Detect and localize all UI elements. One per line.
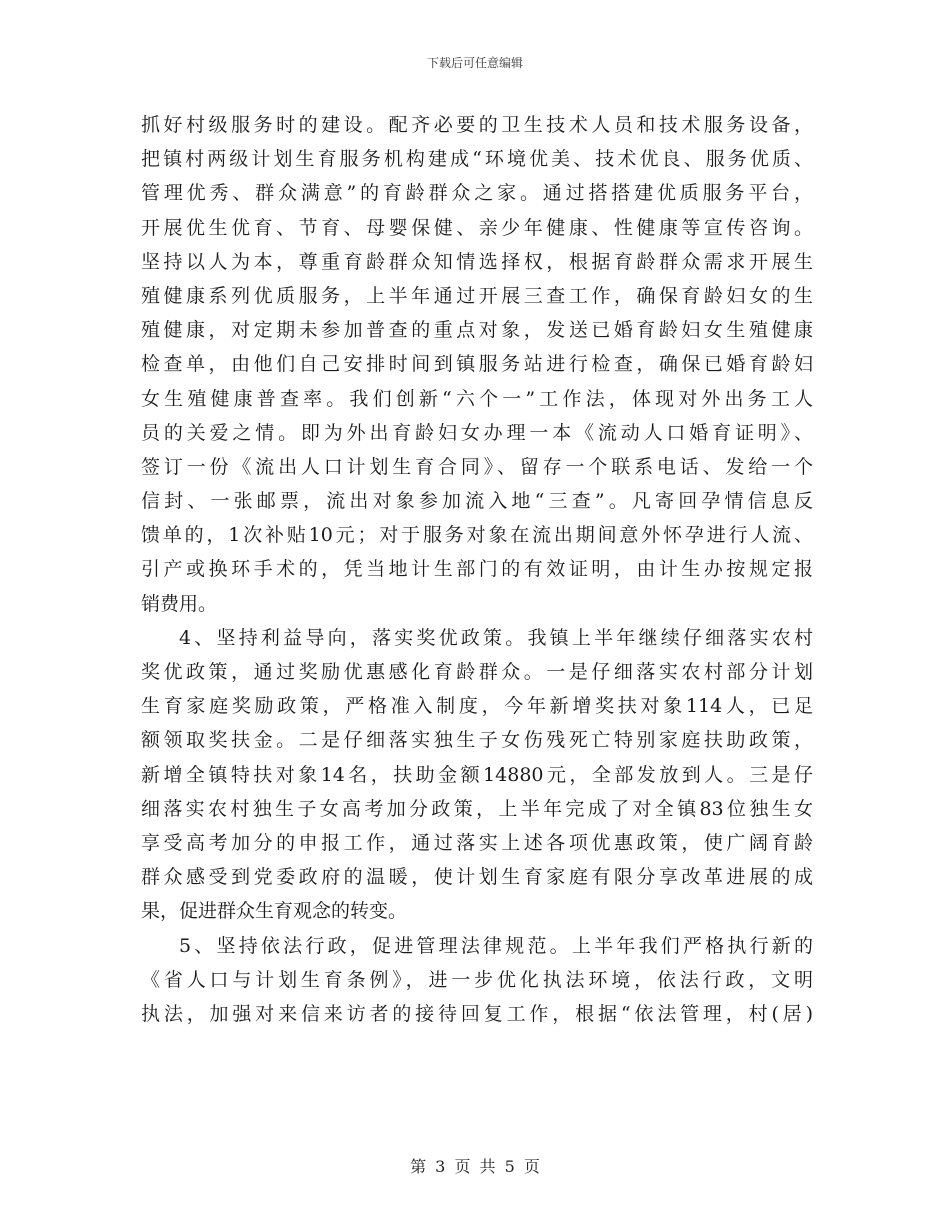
paragraph-4-first-line: 4、坚持利益导向，落实奖优政策。我镇上半年继续仔细落实农村	[179, 626, 813, 649]
text-line: 群众感受到党委政府的温暖，使计划生育家庭有限分享改革进展的成	[141, 866, 813, 889]
text-line: 《省人口与计划生育条例》，进一步优化执法环境，依法行政，文明	[141, 968, 813, 991]
text-line: 殖健康系列优质服务，上半年通过开展三查工作，确保育龄妇女的生	[141, 284, 813, 307]
text-line: 坚持以人为本，尊重育龄群众知情选择权，根据育龄群众需求开展生	[141, 250, 813, 273]
text-line: 管理优秀、群众满意”的育龄群众之家。通过搭搭建优质服务平台，	[141, 182, 813, 205]
text-line-paragraph-end: 销费用。	[141, 592, 218, 615]
text-line: 抓好村级服务时的建设。配齐必要的卫生技术人员和技术服务设备，	[141, 114, 813, 136]
text-line: 奖优政策，通过奖励优惠感化育龄群众。一是仔细落实农村部分计划	[141, 661, 813, 683]
text-line: 签订一份《流出人口计划生育合同》、留存一个联系电话、发给一个	[141, 455, 813, 478]
text-line: 细落实农村独生子女高考加分政策，上半年完成了对全镇83位独生女	[141, 797, 813, 820]
text-line: 引产或换环手术的，凭当地计生部门的有效证明，由计生办按规定报	[141, 558, 813, 581]
text-line: 享受高考加分的申报工作，通过落实上述各项优惠政策，使广阔育龄	[141, 831, 813, 854]
text-line: 殖健康，对定期未参加普查的重点对象，发送已婚育龄妇女生殖健康	[141, 319, 813, 342]
text-line: 检查单，由他们自己安排时间到镇服务站进行检查，确保已婚育龄妇	[141, 353, 813, 376]
text-line: 馈单的，1次补贴10元；对于服务对象在流出期间意外怀孕进行人流、	[141, 524, 813, 547]
text-line: 信封、一张邮票，流出对象参加流入地“三查”。凡寄回孕情信息反	[141, 490, 813, 513]
text-line-paragraph-end: 果，促进群众生育观念的转变。	[141, 900, 408, 923]
text-line: 生育家庭奖励政策，严格准入制度，今年新增奖扶对象114人，已足	[141, 695, 813, 718]
text-line: 新增全镇特扶对象14名，扶助金额14880元，全部发放到人。三是仔	[141, 763, 813, 786]
text-line: 把镇村两级计划生育服务机构建成“环境优美、技术优良、服务优质、	[141, 148, 813, 171]
text-line: 额领取奖扶金。二是仔细落实独生子女伤残死亡特别家庭扶助政策，	[141, 729, 813, 752]
page-header: 下载后可任意编辑	[426, 56, 523, 70]
text-line: 开展优生优育、节育、母婴保健、亲少年健康、性健康等宣传咨询。	[141, 216, 813, 239]
paragraph-5-first-line: 5、坚持依法行政，促进管理法律规范。上半年我们严格执行新的	[179, 934, 813, 957]
text-line: 员的关爱之情。即为外出育龄妇女办理一本《流动人口婚育证明》、	[141, 421, 813, 444]
text-line: 执法，加强对来信来访者的接待回复工作，根据“依法管理，村(居)	[141, 1002, 813, 1025]
text-line: 女生殖健康普查率。我们创新“六个一”工作法，体现对外出务工人	[141, 387, 813, 410]
page-number-footer: 第 3 页 共 5 页	[410, 1157, 540, 1176]
document-body	[141, 108, 813, 1031]
